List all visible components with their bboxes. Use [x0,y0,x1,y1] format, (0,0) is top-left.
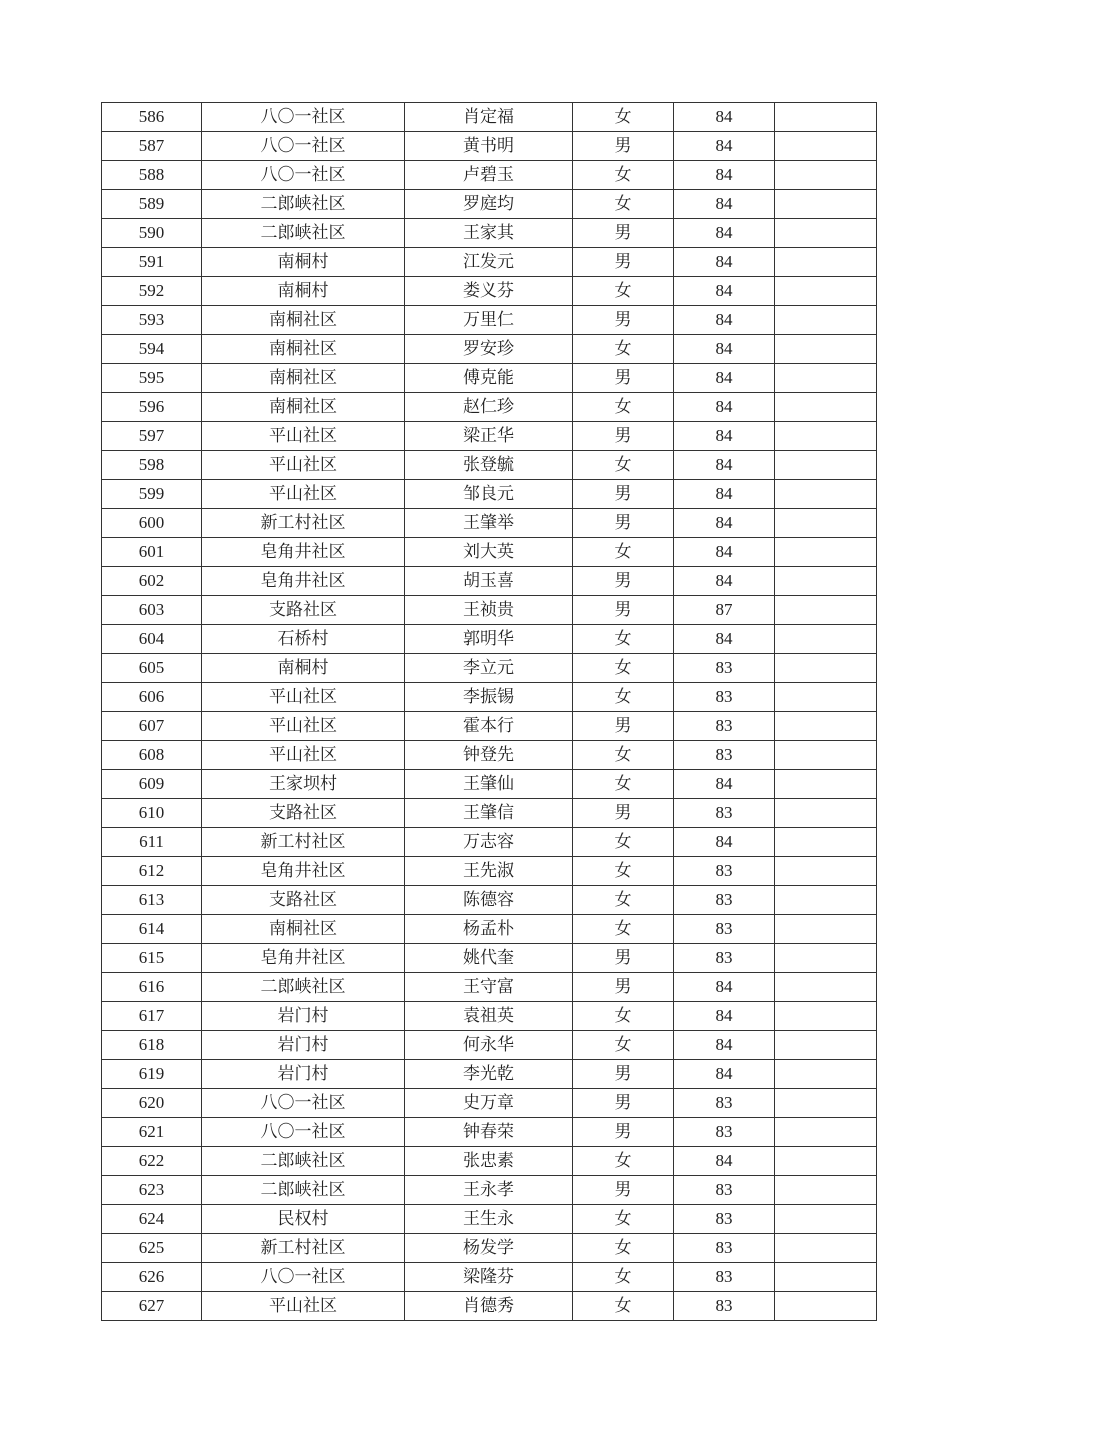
table-row [102,799,877,828]
serial-number-cell: 613 [102,886,202,915]
serial-number-cell: 592 [102,277,202,306]
community-cell: 新工村社区 [202,828,405,857]
gender-cell: 男 [573,1176,674,1205]
person-name-cell: 傅克能 [405,364,573,393]
serial-number-cell: 605 [102,654,202,683]
age-cell: 84 [674,625,775,654]
table-row [102,625,877,654]
age-cell: 84 [674,538,775,567]
roster-table [101,102,877,1321]
community-cell: 平山社区 [202,683,405,712]
note-cell [775,364,877,393]
person-name-cell: 胡玉喜 [405,567,573,596]
table-row [102,509,877,538]
community-cell: 八〇一社区 [202,103,405,132]
person-name-cell: 邹良元 [405,480,573,509]
person-name-cell: 霍本行 [405,712,573,741]
serial-number-cell: 603 [102,596,202,625]
table-row [102,364,877,393]
age-cell: 84 [674,306,775,335]
person-name-cell: 王守富 [405,973,573,1002]
note-cell [775,741,877,770]
person-name-cell: 卢碧玉 [405,161,573,190]
community-cell: 支路社区 [202,596,405,625]
note-cell [775,1031,877,1060]
table-row [102,886,877,915]
table-row [102,277,877,306]
table-row [102,1089,877,1118]
note-cell [775,1292,877,1321]
age-cell: 83 [674,886,775,915]
table-row [102,1263,877,1292]
note-cell [775,248,877,277]
person-name-cell: 梁隆芬 [405,1263,573,1292]
community-cell: 八〇一社区 [202,1263,405,1292]
table-row [102,306,877,335]
community-cell: 岩门村 [202,1031,405,1060]
person-name-cell: 肖德秀 [405,1292,573,1321]
community-cell: 平山社区 [202,1292,405,1321]
note-cell [775,132,877,161]
person-name-cell: 张忠素 [405,1147,573,1176]
serial-number-cell: 611 [102,828,202,857]
gender-cell: 女 [573,190,674,219]
table-row [102,422,877,451]
table-row [102,1234,877,1263]
note-cell [775,161,877,190]
age-cell: 84 [674,1147,775,1176]
table-row [102,451,877,480]
serial-number-cell: 626 [102,1263,202,1292]
serial-number-cell: 624 [102,1205,202,1234]
gender-cell: 女 [573,1205,674,1234]
person-name-cell: 肖定福 [405,103,573,132]
note-cell [775,654,877,683]
table-row [102,161,877,190]
community-cell: 八〇一社区 [202,1089,405,1118]
note-cell [775,393,877,422]
age-cell: 83 [674,741,775,770]
person-name-cell: 郭明华 [405,625,573,654]
serial-number-cell: 625 [102,1234,202,1263]
gender-cell: 女 [573,1031,674,1060]
community-cell: 南桐社区 [202,306,405,335]
age-cell: 84 [674,277,775,306]
age-cell: 84 [674,248,775,277]
table-row [102,1060,877,1089]
serial-number-cell: 588 [102,161,202,190]
serial-number-cell: 594 [102,335,202,364]
age-cell: 83 [674,1292,775,1321]
serial-number-cell: 601 [102,538,202,567]
gender-cell: 女 [573,1147,674,1176]
age-cell: 84 [674,103,775,132]
person-name-cell: 王肇信 [405,799,573,828]
age-cell: 83 [674,654,775,683]
gender-cell: 女 [573,915,674,944]
community-cell: 平山社区 [202,741,405,770]
note-cell [775,306,877,335]
person-name-cell: 罗安珍 [405,335,573,364]
table-row [102,654,877,683]
note-cell [775,422,877,451]
person-name-cell: 李立元 [405,654,573,683]
community-cell: 皂角井社区 [202,567,405,596]
serial-number-cell: 623 [102,1176,202,1205]
serial-number-cell: 607 [102,712,202,741]
serial-number-cell: 609 [102,770,202,799]
note-cell [775,799,877,828]
community-cell: 支路社区 [202,886,405,915]
community-cell: 石桥村 [202,625,405,654]
gender-cell: 男 [573,132,674,161]
gender-cell: 男 [573,799,674,828]
person-name-cell: 王生永 [405,1205,573,1234]
table-row [102,915,877,944]
age-cell: 83 [674,857,775,886]
community-cell: 南桐社区 [202,335,405,364]
person-name-cell: 刘大英 [405,538,573,567]
serial-number-cell: 600 [102,509,202,538]
table-row [102,1147,877,1176]
person-name-cell: 王家其 [405,219,573,248]
table-row [102,770,877,799]
age-cell: 84 [674,161,775,190]
note-cell [775,596,877,625]
serial-number-cell: 587 [102,132,202,161]
person-name-cell: 何永华 [405,1031,573,1060]
serial-number-cell: 606 [102,683,202,712]
gender-cell: 女 [573,277,674,306]
serial-number-cell: 597 [102,422,202,451]
gender-cell: 男 [573,1118,674,1147]
table-row [102,1118,877,1147]
community-cell: 南桐村 [202,277,405,306]
serial-number-cell: 619 [102,1060,202,1089]
serial-number-cell: 612 [102,857,202,886]
community-cell: 皂角井社区 [202,857,405,886]
table-row [102,683,877,712]
person-name-cell: 王肇仙 [405,770,573,799]
serial-number-cell: 593 [102,306,202,335]
age-cell: 83 [674,1089,775,1118]
gender-cell: 男 [573,1060,674,1089]
community-cell: 王家坝村 [202,770,405,799]
age-cell: 84 [674,451,775,480]
note-cell [775,103,877,132]
person-name-cell: 娄义芬 [405,277,573,306]
age-cell: 84 [674,509,775,538]
gender-cell: 女 [573,741,674,770]
person-name-cell: 万志容 [405,828,573,857]
age-cell: 84 [674,480,775,509]
age-cell: 84 [674,335,775,364]
gender-cell: 男 [573,364,674,393]
community-cell: 岩门村 [202,1002,405,1031]
community-cell: 平山社区 [202,712,405,741]
note-cell [775,277,877,306]
serial-number-cell: 616 [102,973,202,1002]
age-cell: 84 [674,1031,775,1060]
age-cell: 84 [674,1002,775,1031]
note-cell [775,625,877,654]
person-name-cell: 袁祖英 [405,1002,573,1031]
age-cell: 83 [674,944,775,973]
note-cell [775,451,877,480]
age-cell: 83 [674,1205,775,1234]
community-cell: 平山社区 [202,422,405,451]
person-name-cell: 王肇举 [405,509,573,538]
serial-number-cell: 620 [102,1089,202,1118]
note-cell [775,567,877,596]
note-cell [775,1060,877,1089]
serial-number-cell: 599 [102,480,202,509]
table-row [102,596,877,625]
person-name-cell: 陈德容 [405,886,573,915]
person-name-cell: 钟登先 [405,741,573,770]
table-row [102,393,877,422]
community-cell: 二郎峡社区 [202,1147,405,1176]
age-cell: 84 [674,1060,775,1089]
gender-cell: 女 [573,538,674,567]
note-cell [775,1089,877,1118]
note-cell [775,538,877,567]
gender-cell: 女 [573,625,674,654]
table-row [102,1205,877,1234]
note-cell [775,335,877,364]
community-cell: 民权村 [202,1205,405,1234]
gender-cell: 女 [573,683,674,712]
age-cell: 83 [674,1176,775,1205]
age-cell: 84 [674,364,775,393]
table-row [102,132,877,161]
serial-number-cell: 590 [102,219,202,248]
age-cell: 84 [674,219,775,248]
gender-cell: 女 [573,654,674,683]
person-name-cell: 赵仁珍 [405,393,573,422]
community-cell: 平山社区 [202,451,405,480]
gender-cell: 女 [573,1002,674,1031]
serial-number-cell: 598 [102,451,202,480]
person-name-cell: 史万章 [405,1089,573,1118]
serial-number-cell: 622 [102,1147,202,1176]
age-cell: 84 [674,393,775,422]
table-row [102,567,877,596]
community-cell: 平山社区 [202,480,405,509]
serial-number-cell: 614 [102,915,202,944]
community-cell: 南桐村 [202,654,405,683]
note-cell [775,1176,877,1205]
gender-cell: 男 [573,248,674,277]
person-name-cell: 钟春荣 [405,1118,573,1147]
age-cell: 84 [674,973,775,1002]
community-cell: 皂角井社区 [202,538,405,567]
serial-number-cell: 610 [102,799,202,828]
serial-number-cell: 586 [102,103,202,132]
community-cell: 八〇一社区 [202,132,405,161]
note-cell [775,1147,877,1176]
table-row [102,480,877,509]
community-cell: 岩门村 [202,1060,405,1089]
gender-cell: 男 [573,422,674,451]
person-name-cell: 梁正华 [405,422,573,451]
table-row [102,944,877,973]
gender-cell: 女 [573,161,674,190]
table-row [102,335,877,364]
gender-cell: 男 [573,219,674,248]
note-cell [775,190,877,219]
community-cell: 皂角井社区 [202,944,405,973]
note-cell [775,1118,877,1147]
gender-cell: 女 [573,1263,674,1292]
person-name-cell: 李振锡 [405,683,573,712]
age-cell: 84 [674,422,775,451]
community-cell: 二郎峡社区 [202,973,405,1002]
serial-number-cell: 602 [102,567,202,596]
person-name-cell: 王先淑 [405,857,573,886]
age-cell: 83 [674,712,775,741]
table-row [102,1292,877,1321]
serial-number-cell: 591 [102,248,202,277]
serial-number-cell: 595 [102,364,202,393]
note-cell [775,1263,877,1292]
serial-number-cell: 617 [102,1002,202,1031]
serial-number-cell: 596 [102,393,202,422]
community-cell: 八〇一社区 [202,161,405,190]
table-row [102,538,877,567]
gender-cell: 男 [573,509,674,538]
table-row [102,1176,877,1205]
note-cell [775,712,877,741]
gender-cell: 女 [573,451,674,480]
gender-cell: 男 [573,944,674,973]
note-cell [775,219,877,248]
community-cell: 新工村社区 [202,509,405,538]
table-row [102,219,877,248]
community-cell: 南桐社区 [202,915,405,944]
gender-cell: 男 [573,973,674,1002]
age-cell: 83 [674,683,775,712]
note-cell [775,1205,877,1234]
table-row [102,190,877,219]
gender-cell: 女 [573,103,674,132]
table-row [102,1031,877,1060]
person-name-cell: 江发元 [405,248,573,277]
age-cell: 83 [674,1263,775,1292]
gender-cell: 女 [573,770,674,799]
person-name-cell: 张登毓 [405,451,573,480]
gender-cell: 女 [573,335,674,364]
table-row [102,248,877,277]
note-cell [775,828,877,857]
person-name-cell: 黄书明 [405,132,573,161]
gender-cell: 男 [573,567,674,596]
community-cell: 南桐社区 [202,393,405,422]
note-cell [775,480,877,509]
person-name-cell: 李光乾 [405,1060,573,1089]
note-cell [775,683,877,712]
gender-cell: 男 [573,1089,674,1118]
person-name-cell: 罗庭均 [405,190,573,219]
person-name-cell: 万里仁 [405,306,573,335]
serial-number-cell: 608 [102,741,202,770]
table-row [102,103,877,132]
note-cell [775,886,877,915]
community-cell: 南桐村 [202,248,405,277]
serial-number-cell: 604 [102,625,202,654]
age-cell: 84 [674,567,775,596]
note-cell [775,915,877,944]
age-cell: 83 [674,799,775,828]
person-name-cell: 姚代奎 [405,944,573,973]
serial-number-cell: 615 [102,944,202,973]
community-cell: 二郎峡社区 [202,190,405,219]
community-cell: 新工村社区 [202,1234,405,1263]
community-cell: 南桐社区 [202,364,405,393]
note-cell [775,770,877,799]
age-cell: 84 [674,828,775,857]
note-cell [775,973,877,1002]
gender-cell: 女 [573,393,674,422]
person-name-cell: 王祯贵 [405,596,573,625]
age-cell: 84 [674,770,775,799]
age-cell: 83 [674,1118,775,1147]
note-cell [775,509,877,538]
note-cell [775,857,877,886]
note-cell [775,944,877,973]
gender-cell: 女 [573,1292,674,1321]
table-row [102,828,877,857]
table-row [102,857,877,886]
table-row [102,712,877,741]
note-cell [775,1002,877,1031]
gender-cell: 女 [573,857,674,886]
person-name-cell: 王永孝 [405,1176,573,1205]
age-cell: 83 [674,1234,775,1263]
gender-cell: 女 [573,828,674,857]
table-row [102,973,877,1002]
age-cell: 84 [674,190,775,219]
note-cell [775,1234,877,1263]
community-cell: 八〇一社区 [202,1118,405,1147]
gender-cell: 男 [573,480,674,509]
person-name-cell: 杨孟朴 [405,915,573,944]
gender-cell: 男 [573,306,674,335]
serial-number-cell: 627 [102,1292,202,1321]
gender-cell: 女 [573,1234,674,1263]
gender-cell: 男 [573,596,674,625]
person-name-cell: 杨发学 [405,1234,573,1263]
community-cell: 二郎峡社区 [202,219,405,248]
gender-cell: 男 [573,712,674,741]
serial-number-cell: 589 [102,190,202,219]
age-cell: 83 [674,915,775,944]
age-cell: 87 [674,596,775,625]
gender-cell: 女 [573,886,674,915]
table-row [102,1002,877,1031]
table-row [102,741,877,770]
roster-table-body [102,103,877,1321]
serial-number-cell: 618 [102,1031,202,1060]
serial-number-cell: 621 [102,1118,202,1147]
community-cell: 支路社区 [202,799,405,828]
community-cell: 二郎峡社区 [202,1176,405,1205]
age-cell: 84 [674,132,775,161]
